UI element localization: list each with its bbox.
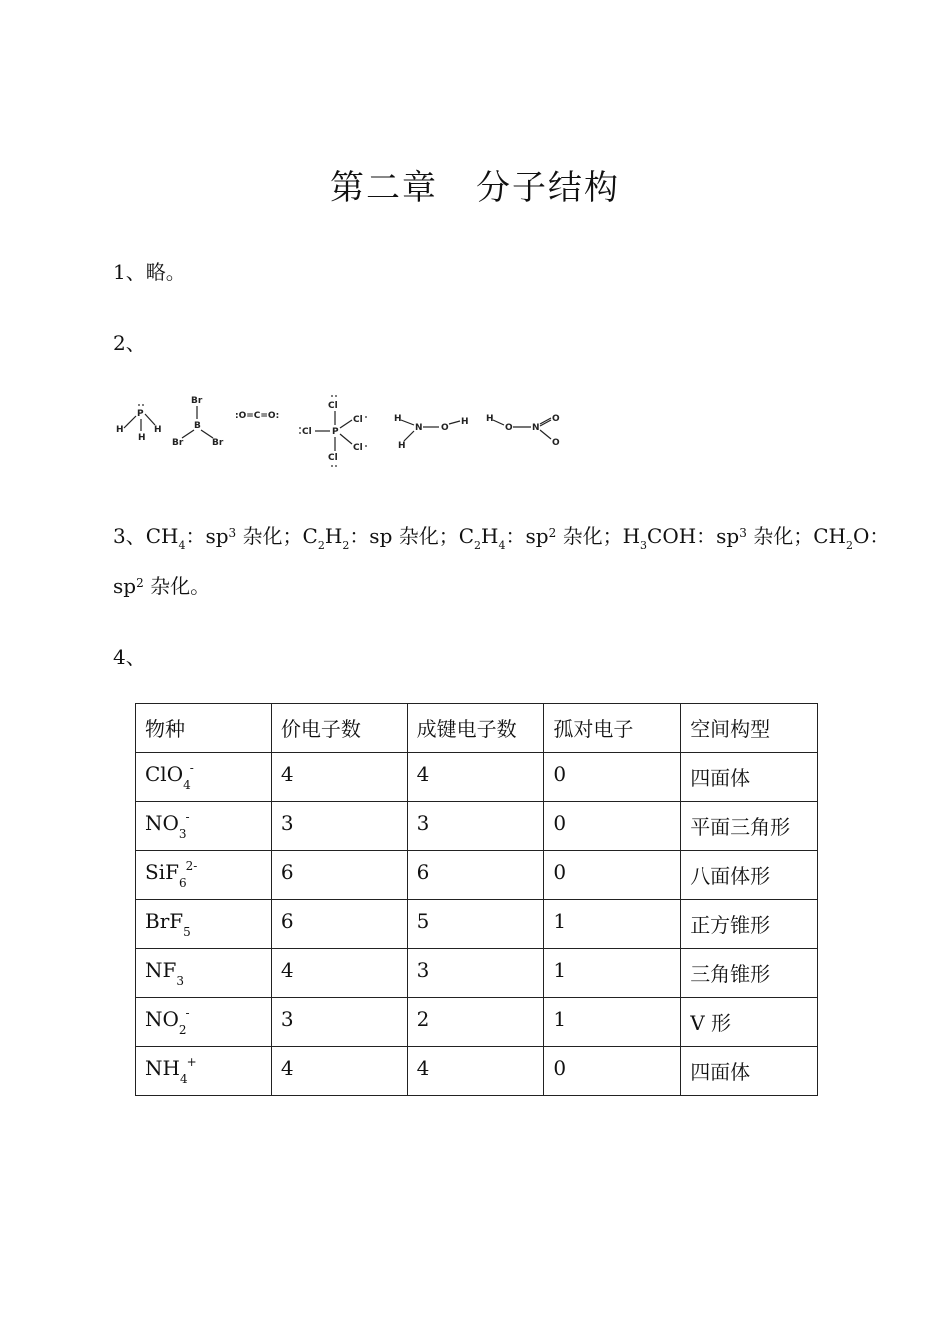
superscript: - bbox=[185, 810, 190, 824]
nh2oh-n: N bbox=[415, 423, 423, 433]
bbr3-br-top: Br bbox=[191, 396, 203, 406]
subscript: 2 bbox=[317, 539, 325, 552]
cell-valence-electrons: 6 bbox=[271, 851, 407, 900]
table-row bbox=[136, 900, 818, 949]
bbr3-br-left: Br bbox=[172, 438, 184, 448]
pcl5-cl-top: Cl bbox=[328, 401, 338, 411]
header-bonding-electrons: 成键电子数 bbox=[407, 704, 544, 753]
text-run: 3、CH bbox=[113, 524, 179, 548]
cell-valence-electrons: 4 bbox=[271, 949, 407, 998]
hno3-o-down: O bbox=[552, 438, 560, 448]
subscript: 2 bbox=[846, 539, 853, 552]
cell-bonding-electrons: 2 bbox=[407, 998, 544, 1047]
cell-lone-pairs: 0 bbox=[544, 802, 681, 851]
pcl5-cl-bottom: Cl bbox=[328, 453, 338, 463]
cell-lone-pairs: 0 bbox=[544, 851, 681, 900]
superscript: 2- bbox=[185, 859, 198, 873]
cell-species bbox=[136, 851, 272, 900]
superscript: + bbox=[186, 1055, 197, 1069]
text-run: ：sp 杂化；C bbox=[349, 524, 475, 548]
cell-species bbox=[136, 753, 272, 802]
cell-geometry: V 形 bbox=[681, 998, 818, 1047]
cell-lone-pairs: 0 bbox=[544, 1047, 681, 1096]
text-run: SiF bbox=[145, 860, 179, 884]
cell-lone-pairs: 1 bbox=[544, 949, 681, 998]
superscript: 2 bbox=[548, 526, 557, 540]
hno3-h: H bbox=[486, 414, 494, 424]
answer-1: 1、略。 bbox=[113, 260, 186, 284]
bbr3-b: B bbox=[194, 421, 201, 431]
table-row bbox=[136, 998, 818, 1047]
header-valence-electrons: 价电子数 bbox=[271, 704, 407, 753]
pcl5-cl-lr: Cl bbox=[353, 443, 363, 453]
cell-geometry: 三角锥形 bbox=[681, 949, 818, 998]
text-run: NO bbox=[145, 1007, 179, 1031]
text-run: COH：sp bbox=[647, 524, 740, 548]
subscript: 3 bbox=[176, 974, 185, 988]
subscript: 2 bbox=[474, 539, 482, 552]
text-run: NF bbox=[145, 958, 177, 982]
text-run: H bbox=[324, 524, 343, 548]
superscript: - bbox=[189, 761, 194, 775]
table-row bbox=[136, 802, 818, 851]
answer-2-label: 2、 bbox=[113, 331, 146, 355]
cell-species bbox=[136, 998, 272, 1047]
answer-4-label: 4、 bbox=[113, 645, 146, 669]
header-lone-pairs: 孤对电子 bbox=[544, 704, 681, 753]
text-run: NH bbox=[145, 1056, 180, 1080]
cell-bonding-electrons: 4 bbox=[407, 1047, 544, 1096]
subscript: 4 bbox=[179, 1072, 188, 1086]
ph3-h2: H bbox=[154, 425, 162, 435]
text-run: NO bbox=[145, 811, 179, 835]
table-header-row bbox=[136, 704, 818, 753]
lewis-bbr3 bbox=[172, 396, 224, 448]
superscript: 3 bbox=[228, 526, 237, 540]
nh2oh-o: O bbox=[441, 423, 449, 433]
header-species: 物种 bbox=[136, 704, 272, 753]
subscript: 3 bbox=[640, 539, 648, 552]
ph3-h1: H bbox=[116, 425, 124, 435]
table-row bbox=[136, 949, 818, 998]
cell-species bbox=[136, 802, 272, 851]
chapter-label: 第二章 bbox=[330, 168, 438, 208]
lewis-co2 bbox=[235, 411, 279, 421]
pcl5-cl-left: Cl bbox=[302, 427, 312, 437]
subscript: 2 bbox=[342, 539, 350, 552]
cell-geometry: 正方锥形 bbox=[681, 900, 818, 949]
bbr3-br-right: Br bbox=[212, 438, 224, 448]
subscript: 4 bbox=[498, 539, 506, 552]
cell-lone-pairs: 1 bbox=[544, 998, 681, 1047]
lewis-structures-figure bbox=[110, 390, 580, 472]
text-run: BrF bbox=[145, 909, 184, 933]
lewis-nh2oh bbox=[394, 414, 469, 451]
text-run: ：sp bbox=[505, 524, 549, 548]
subscript: 6 bbox=[178, 876, 187, 890]
chapter-topic: 分子结构 bbox=[476, 168, 620, 208]
text-run: 杂化；C bbox=[236, 524, 318, 548]
cell-valence-electrons: 3 bbox=[271, 802, 407, 851]
text-run: ：sp bbox=[185, 524, 229, 548]
table-row bbox=[136, 1047, 818, 1096]
table-row bbox=[136, 851, 818, 900]
lewis-hno3 bbox=[486, 414, 560, 448]
cell-bonding-electrons: 5 bbox=[407, 900, 544, 949]
pcl5-cl-ur: Cl bbox=[353, 415, 363, 425]
superscript: 2 bbox=[136, 576, 144, 590]
subscript: 4 bbox=[183, 778, 191, 792]
text-run: O： bbox=[853, 524, 890, 548]
lewis-pcl5 bbox=[299, 395, 367, 467]
co2-formula: :O=C=O: bbox=[235, 411, 280, 421]
subscript: 3 bbox=[178, 827, 187, 841]
cell-geometry: 八面体形 bbox=[681, 851, 818, 900]
cell-bonding-electrons: 4 bbox=[407, 753, 544, 802]
cell-bonding-electrons: 3 bbox=[407, 949, 544, 998]
cell-lone-pairs: 0 bbox=[544, 753, 681, 802]
hno3-n: N bbox=[532, 423, 540, 433]
table-row bbox=[136, 753, 818, 802]
answer-3-line2 bbox=[113, 570, 210, 599]
cell-geometry: 四面体 bbox=[681, 753, 818, 802]
nh2oh-h1: H bbox=[394, 414, 402, 424]
ph3-h3: H bbox=[138, 433, 146, 443]
text-run: ClO bbox=[145, 762, 184, 786]
nh2oh-h2: H bbox=[461, 417, 469, 427]
answer-3-line1 bbox=[113, 520, 890, 552]
nh2oh-h3: H bbox=[398, 441, 406, 451]
cell-valence-electrons: 6 bbox=[271, 900, 407, 949]
subscript: 2 bbox=[178, 1023, 187, 1037]
lewis-ph3 bbox=[116, 404, 162, 443]
text-run: 杂化；H bbox=[556, 524, 641, 548]
text-run: 杂化。 bbox=[143, 574, 211, 598]
cell-geometry: 四面体 bbox=[681, 1047, 818, 1096]
cell-bonding-electrons: 6 bbox=[407, 851, 544, 900]
hno3-o: O bbox=[505, 423, 513, 433]
cell-species bbox=[136, 900, 272, 949]
cell-valence-electrons: 3 bbox=[271, 998, 407, 1047]
text-run: sp bbox=[113, 574, 137, 598]
hno3-o-up: O bbox=[552, 414, 560, 424]
pcl5-p: P bbox=[332, 427, 339, 437]
cell-bonding-electrons: 3 bbox=[407, 802, 544, 851]
ph3-p: P bbox=[137, 409, 144, 419]
superscript: - bbox=[185, 1006, 190, 1020]
cell-valence-electrons: 4 bbox=[271, 1047, 407, 1096]
superscript: 3 bbox=[739, 526, 747, 540]
subscript: 4 bbox=[178, 539, 186, 552]
cell-geometry: 平面三角形 bbox=[681, 802, 818, 851]
subscript: 5 bbox=[183, 925, 191, 939]
text-run: H bbox=[481, 524, 499, 548]
cell-species bbox=[136, 949, 272, 998]
cell-species bbox=[136, 1047, 272, 1096]
molecular-geometry-table bbox=[135, 703, 818, 1096]
cell-valence-electrons: 4 bbox=[271, 753, 407, 802]
cell-lone-pairs: 1 bbox=[544, 900, 681, 949]
text-run: 杂化；CH bbox=[746, 524, 846, 548]
header-geometry: 空间构型 bbox=[681, 704, 818, 753]
page-title bbox=[0, 160, 950, 209]
